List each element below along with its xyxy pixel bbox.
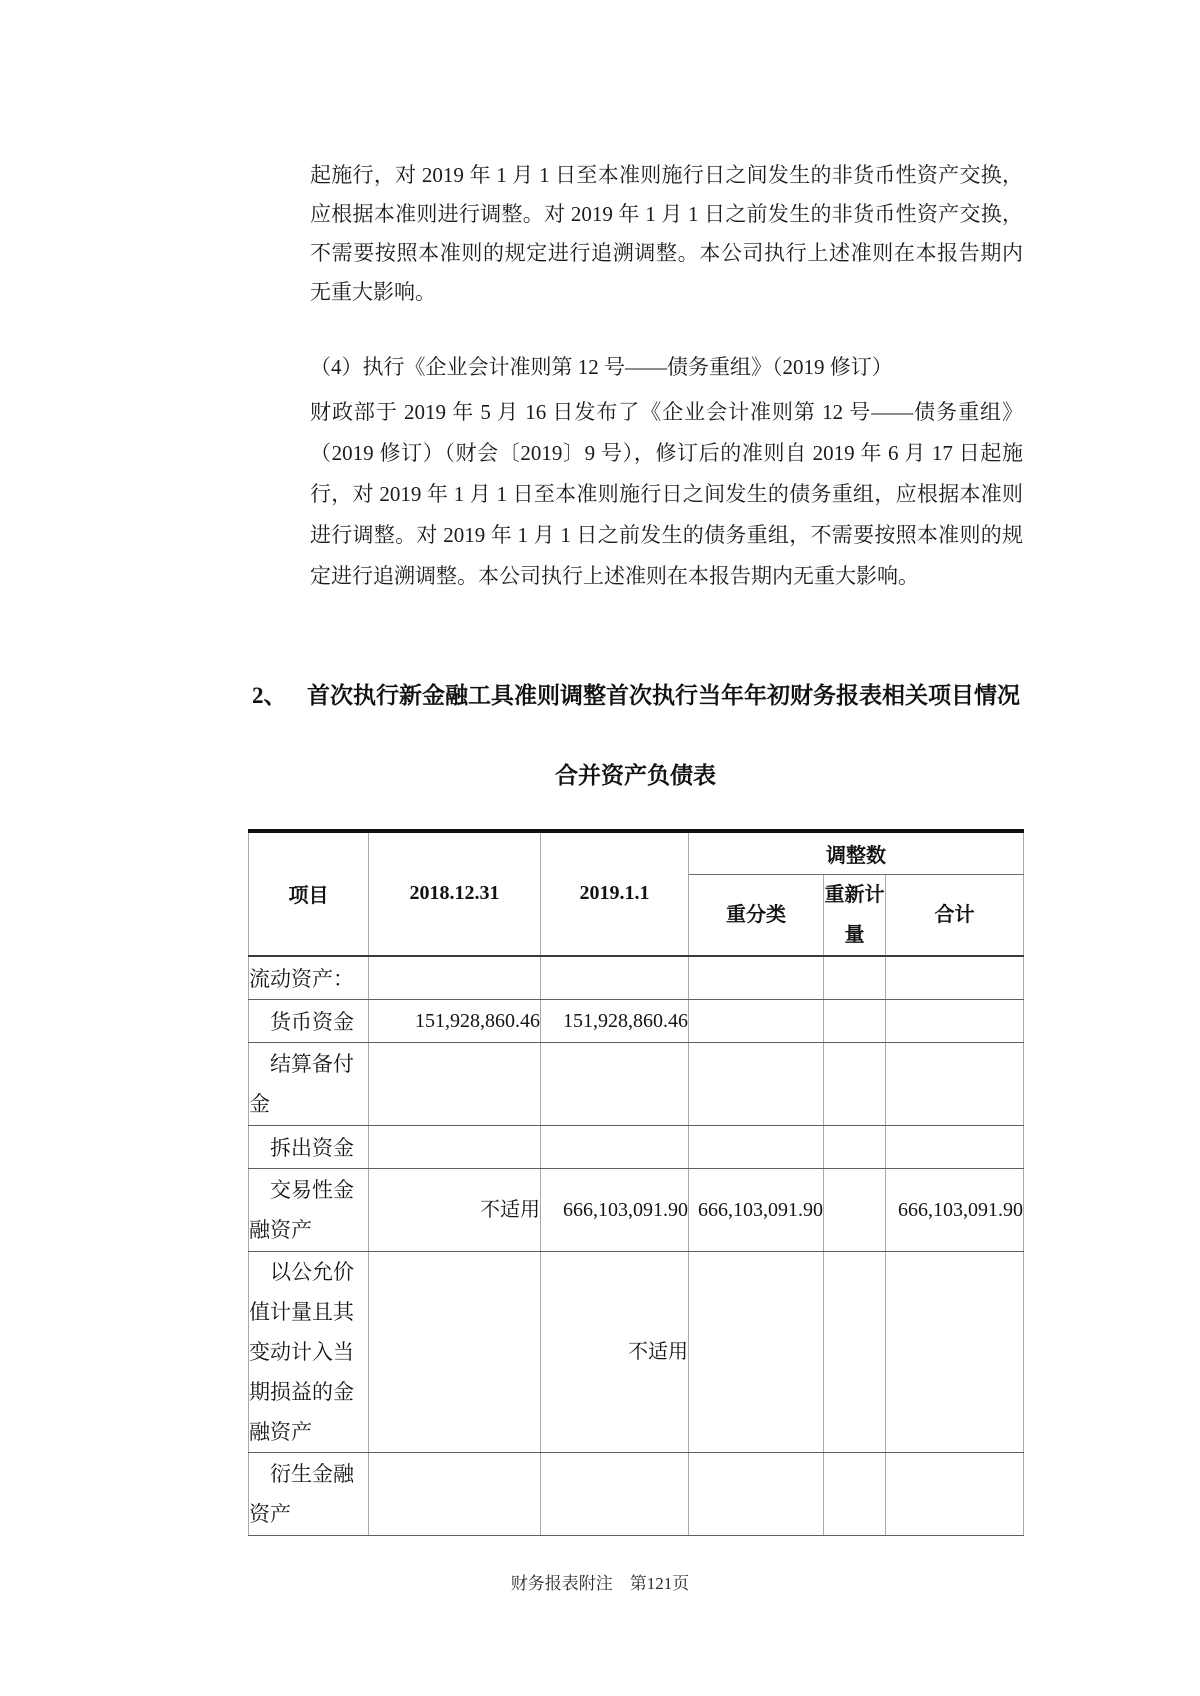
cell-remeasure bbox=[824, 1000, 886, 1043]
table-row-fvtpl-financial-assets bbox=[249, 1252, 1024, 1453]
cell-remeasure bbox=[824, 956, 886, 1000]
cell-2018: 不适用 bbox=[369, 1169, 541, 1252]
header-2018-12-31: 2018.12.31 bbox=[369, 831, 541, 956]
table-row-monetary-funds bbox=[249, 1000, 1024, 1043]
table-row-derivative-financial-assets bbox=[249, 1453, 1024, 1536]
cell-2019 bbox=[541, 1126, 689, 1169]
cell-2018 bbox=[369, 956, 541, 1000]
cell-2019 bbox=[541, 1453, 689, 1536]
cell-2019: 666,103,091.90 bbox=[541, 1169, 689, 1252]
cell-2019: 不适用 bbox=[541, 1252, 689, 1453]
row-label: 衍生金融资产 bbox=[249, 1462, 354, 1527]
table-row-trading-financial-assets bbox=[249, 1169, 1024, 1252]
paragraph-nonmonetary-assets: 起施行，对 2019 年 1 月 1 日至本准则施行日之间发生的非货币性资产交换，应根据本准则进行调整。对 2019 年 1 月 1 日之前发生的非货币性资产交换，不需要按照本准则的规定进行追溯调整。本公司执行上述准则在本报告期内无重大影响。 bbox=[310, 163, 1023, 304]
row-label: 以公允价值计量且其变动计入当期损益的金融资产 bbox=[249, 1260, 354, 1445]
header-2019-1-1: 2019.1.1 bbox=[541, 831, 689, 956]
cell-2019: 151,928,860.46 bbox=[541, 1000, 689, 1043]
cell-reclass bbox=[689, 1453, 824, 1536]
cell-remeasure bbox=[824, 1453, 886, 1536]
cell-2018: 151,928,860.46 bbox=[369, 1000, 541, 1043]
header-adjustments-group: 调整数 bbox=[689, 831, 1024, 874]
table-title: 合并资产负债表 bbox=[555, 763, 716, 788]
cell-total bbox=[886, 1453, 1024, 1536]
cell-reclass bbox=[689, 1043, 824, 1126]
cell-reclass bbox=[689, 1000, 824, 1043]
row-label: 交易性金融资产 bbox=[249, 1178, 354, 1243]
cell-remeasure bbox=[824, 1043, 886, 1126]
cell-total bbox=[886, 1043, 1024, 1126]
cell-reclass bbox=[689, 1252, 824, 1453]
row-label: 拆出资金 bbox=[249, 1136, 354, 1161]
header-item: 项目 bbox=[249, 831, 369, 956]
header-total: 合计 bbox=[886, 874, 1024, 956]
section2-number: 2、 bbox=[252, 683, 287, 708]
cell-remeasure bbox=[824, 1126, 886, 1169]
item4-body: 财政部于 2019 年 5 月 16 日发布了《企业会计准则第 12 号——债务重组》（2019 修订）（财会〔2019〕9 号），修订后的准则自 2019 年 6 月 17 日起施行，对 2019 年 1 月 1 日至本准则施行日之间发生的债务重组，应根据本准则进行调整。对 2019 年 1 月 1 日之前发生的债务重组，不需要按照本准则的规定进行追溯调整。本公司执行上述准则在本报告期内无重大影响。 bbox=[310, 400, 1023, 588]
cell-remeasure bbox=[824, 1252, 886, 1453]
cell-2018 bbox=[369, 1043, 541, 1126]
table-row-funds-lent bbox=[249, 1126, 1024, 1169]
cell-2019 bbox=[541, 956, 689, 1000]
row-label: 结算备付金 bbox=[249, 1052, 354, 1117]
item4-heading: （4）执行《企业会计准则第 12 号——债务重组》（2019 修订） bbox=[310, 355, 893, 379]
row-label: 货币资金 bbox=[249, 1010, 354, 1035]
cell-total bbox=[886, 1252, 1024, 1453]
page-footer: 财务报表附注 第121页 bbox=[510, 1574, 690, 1593]
cell-2018 bbox=[369, 1126, 541, 1169]
cell-total bbox=[886, 956, 1024, 1000]
cell-reclass bbox=[689, 956, 824, 1000]
section2-title: 首次执行新金融工具准则调整首次执行当年年初财务报表相关项目情况 bbox=[307, 683, 1020, 708]
cell-2018 bbox=[369, 1252, 541, 1453]
cell-total: 666,103,091.90 bbox=[886, 1169, 1024, 1252]
consolidated-balance-sheet-table bbox=[248, 829, 1024, 1536]
header-remeasurement: 重新计量 bbox=[824, 874, 886, 956]
cell-2018 bbox=[369, 1453, 541, 1536]
cell-total bbox=[886, 1126, 1024, 1169]
cell-total bbox=[886, 1000, 1024, 1043]
table-row-settlement-reserves bbox=[249, 1043, 1024, 1126]
section2-heading bbox=[252, 676, 1024, 716]
cell-remeasure bbox=[824, 1169, 886, 1252]
cell-reclass bbox=[689, 1126, 824, 1169]
cell-reclass: 666,103,091.90 bbox=[689, 1169, 824, 1252]
row-label: 流动资产： bbox=[249, 966, 354, 991]
table-row-current-assets bbox=[249, 956, 1024, 1000]
cell-2019 bbox=[541, 1043, 689, 1126]
header-reclassification: 重分类 bbox=[689, 874, 824, 956]
